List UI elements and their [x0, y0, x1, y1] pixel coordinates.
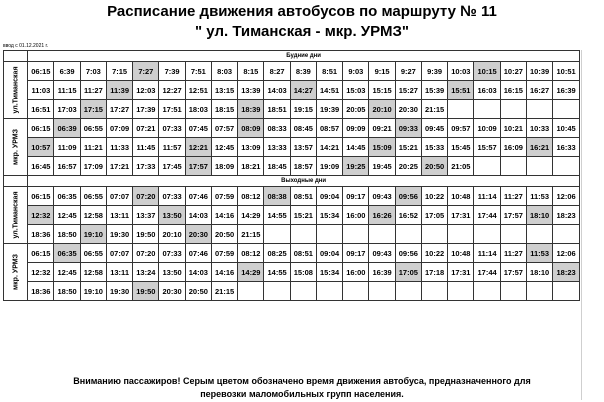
departure-time: 10:27	[500, 62, 526, 81]
time-row	[4, 157, 580, 176]
departure-time: 14:51	[316, 81, 342, 100]
departure-time: 18:23	[553, 206, 580, 225]
departure-time: 09:04	[316, 244, 342, 263]
departure-time: 12:27	[159, 81, 185, 100]
departure-time: 16:52	[395, 206, 421, 225]
departure-time: 17:21	[106, 157, 132, 176]
stop-label: ул.Тиманская	[12, 66, 20, 114]
departure-time	[448, 100, 474, 119]
departure-time: 20:30	[395, 100, 421, 119]
stop-label-cell	[4, 187, 28, 244]
notice-line-1: Вниманию пассажиров! Серым цветом обозначено время движения автобуса, предназначенного для	[73, 376, 531, 386]
departure-time: 19:09	[316, 157, 342, 176]
departure-time: 9:27	[395, 62, 421, 81]
departure-time	[474, 100, 500, 119]
departure-time: 18:50	[54, 225, 80, 244]
departure-time: 13:11	[106, 263, 132, 282]
departure-time	[264, 225, 290, 244]
departure-time: 20:50	[211, 225, 237, 244]
departure-time: 15:15	[369, 81, 395, 100]
time-row	[4, 187, 580, 206]
section-header-blank	[4, 176, 28, 187]
departure-time: 10:22	[421, 187, 447, 206]
departure-time: 12:32	[28, 263, 54, 282]
departure-time: 19:45	[369, 157, 395, 176]
departure-time: 07:09	[106, 119, 132, 138]
departure-time: 07:57	[211, 119, 237, 138]
time-row	[4, 206, 580, 225]
departure-time: 16:57	[54, 157, 80, 176]
departure-time: 16:09	[500, 138, 526, 157]
departure-time: 14:45	[343, 138, 369, 157]
departure-time: 08:25	[264, 244, 290, 263]
departure-time: 18:39	[238, 100, 264, 119]
departure-time: 11:27	[500, 187, 526, 206]
departure-time: 07:21	[133, 119, 159, 138]
departure-time: 09:56	[395, 187, 421, 206]
departure-time	[395, 282, 421, 301]
time-row	[4, 138, 580, 157]
departure-time: 19:30	[106, 282, 132, 301]
departure-time	[553, 100, 580, 119]
departure-time: 07:46	[185, 187, 211, 206]
stop-label: ул.Тиманская	[12, 191, 20, 239]
departure-time: 11:14	[474, 187, 500, 206]
departure-time: 13:37	[133, 206, 159, 225]
departure-time: 10:48	[448, 187, 474, 206]
departure-time: 13:57	[290, 138, 316, 157]
stop-label-cell	[4, 244, 28, 301]
departure-time: 19:50	[133, 225, 159, 244]
departure-time: 15:39	[421, 81, 447, 100]
stop-label: мкр. УРМЗ	[12, 129, 20, 165]
departure-time: 17:18	[421, 263, 447, 282]
departure-time: 10:57	[28, 138, 54, 157]
departure-time: 14:16	[211, 206, 237, 225]
departure-time: 20:30	[185, 225, 211, 244]
departure-time: 12:45	[54, 263, 80, 282]
departure-time: 17:09	[80, 157, 106, 176]
departure-time	[395, 225, 421, 244]
departure-time: 16:26	[369, 206, 395, 225]
departure-time: 18:03	[185, 100, 211, 119]
departure-time	[553, 282, 580, 301]
departure-time	[526, 100, 552, 119]
departure-time: 07:59	[211, 187, 237, 206]
departure-time: 10:51	[553, 62, 580, 81]
departure-time: 12:45	[54, 206, 80, 225]
departure-time: 14:55	[264, 263, 290, 282]
departure-time	[264, 282, 290, 301]
departure-time	[290, 282, 316, 301]
departure-time: 20:10	[159, 225, 185, 244]
departure-time	[500, 225, 526, 244]
departure-time: 13:33	[264, 138, 290, 157]
departure-time: 8:27	[264, 62, 290, 81]
departure-time: 18:36	[28, 282, 54, 301]
departure-time: 7:39	[159, 62, 185, 81]
departure-time: 11:57	[159, 138, 185, 157]
departure-time	[290, 225, 316, 244]
departure-time: 12:06	[553, 187, 580, 206]
departure-time: 8:03	[211, 62, 237, 81]
departure-time: 14:27	[290, 81, 316, 100]
departure-time	[421, 225, 447, 244]
departure-time: 06:15	[28, 62, 54, 81]
departure-time: 06:35	[54, 244, 80, 263]
departure-time	[526, 282, 552, 301]
departure-time: 08:09	[238, 119, 264, 138]
departure-time: 10:22	[421, 244, 447, 263]
departure-time	[343, 282, 369, 301]
departure-time	[448, 282, 474, 301]
departure-time: 15:34	[316, 263, 342, 282]
departure-time: 12:21	[185, 138, 211, 157]
departure-time	[369, 282, 395, 301]
departure-time: 09:43	[369, 187, 395, 206]
departure-time: 13:50	[159, 263, 185, 282]
departure-time: 17:15	[80, 100, 106, 119]
departure-time: 12:32	[28, 206, 54, 225]
time-row	[4, 100, 580, 119]
departure-time: 17:03	[54, 100, 80, 119]
departure-time: 14:21	[316, 138, 342, 157]
departure-time: 16:21	[526, 138, 552, 157]
departure-time: 06:55	[80, 119, 106, 138]
departure-time: 12:51	[185, 81, 211, 100]
departure-time: 13:39	[238, 81, 264, 100]
departure-time: 21:15	[421, 100, 447, 119]
departure-time: 18:50	[54, 282, 80, 301]
departure-time	[526, 225, 552, 244]
departure-time: 18:23	[553, 263, 580, 282]
departure-time: 15:21	[290, 206, 316, 225]
departure-time: 09:21	[369, 119, 395, 138]
departure-time: 10:48	[448, 244, 474, 263]
departure-time: 17:33	[133, 157, 159, 176]
departure-time: 09:45	[421, 119, 447, 138]
departure-time: 20:10	[369, 100, 395, 119]
departure-time: 17:44	[474, 206, 500, 225]
departure-time: 15:51	[448, 81, 474, 100]
departure-time: 9:03	[343, 62, 369, 81]
departure-time: 08:45	[290, 119, 316, 138]
departure-time	[448, 225, 474, 244]
departure-time: 07:46	[185, 244, 211, 263]
departure-time: 16:45	[28, 157, 54, 176]
departure-time	[474, 282, 500, 301]
departure-time: 12:58	[80, 263, 106, 282]
departure-time: 10:03	[448, 62, 474, 81]
departure-time: 14:29	[238, 263, 264, 282]
section-header-blank	[4, 51, 28, 62]
departure-time: 20:30	[159, 282, 185, 301]
departure-time: 18:21	[238, 157, 264, 176]
departure-time: 13:11	[106, 206, 132, 225]
departure-time: 17:05	[421, 206, 447, 225]
departure-time: 07:20	[133, 244, 159, 263]
departure-time: 9:15	[369, 62, 395, 81]
departure-time: 8:39	[290, 62, 316, 81]
departure-time: 09:17	[343, 244, 369, 263]
departure-time: 21:05	[448, 157, 474, 176]
departure-time: 10:09	[474, 119, 500, 138]
departure-time: 14:03	[185, 263, 211, 282]
departure-time: 10:21	[500, 119, 526, 138]
departure-time: 08:12	[238, 187, 264, 206]
departure-time	[553, 225, 580, 244]
departure-time: 11:03	[28, 81, 54, 100]
departure-time: 18:45	[264, 157, 290, 176]
stop-label-cell	[4, 62, 28, 119]
departure-time: 06:55	[80, 187, 106, 206]
departure-time: 13:24	[133, 263, 159, 282]
departure-time: 10:39	[526, 62, 552, 81]
departure-time: 11:09	[54, 138, 80, 157]
departure-time: 11:27	[500, 244, 526, 263]
departure-time: 17:27	[106, 100, 132, 119]
departure-time: 19:50	[133, 282, 159, 301]
departure-time: 07:07	[106, 187, 132, 206]
departure-time: 10:45	[553, 119, 580, 138]
section-label: Выходные дни	[28, 176, 580, 187]
departure-time: 18:51	[264, 100, 290, 119]
departure-time: 15:45	[448, 138, 474, 157]
departure-time	[369, 225, 395, 244]
departure-time: 08:51	[290, 187, 316, 206]
section-header-row	[4, 176, 580, 187]
departure-time: 09:17	[343, 187, 369, 206]
departure-time: 09:09	[343, 119, 369, 138]
departure-time	[316, 225, 342, 244]
time-row	[4, 81, 580, 100]
departure-time: 09:57	[448, 119, 474, 138]
departure-time: 18:15	[211, 100, 237, 119]
departure-time: 14:03	[264, 81, 290, 100]
departure-time: 20:05	[343, 100, 369, 119]
departure-time: 12:45	[211, 138, 237, 157]
departure-time: 11:45	[133, 138, 159, 157]
departure-time: 11:14	[474, 244, 500, 263]
departure-time	[474, 225, 500, 244]
departure-time: 14:03	[185, 206, 211, 225]
departure-time: 12:03	[133, 81, 159, 100]
departure-time: 09:56	[395, 244, 421, 263]
departure-time: 17:57	[500, 263, 526, 282]
time-row	[4, 244, 580, 263]
departure-time: 15:08	[290, 263, 316, 282]
departure-time: 16:33	[553, 138, 580, 157]
right-margin	[581, 50, 604, 400]
stop-label: мкр. УРМЗ	[12, 254, 20, 290]
departure-time: 21:15	[211, 282, 237, 301]
departure-time: 18:09	[211, 157, 237, 176]
stop-label-cell	[4, 119, 28, 176]
departure-time: 19:39	[316, 100, 342, 119]
departure-time: 12:58	[80, 206, 106, 225]
departure-time: 12:06	[553, 244, 580, 263]
departure-time: 15:21	[395, 138, 421, 157]
departure-time: 10:33	[526, 119, 552, 138]
departure-time: 15:27	[395, 81, 421, 100]
departure-time: 17:57	[185, 157, 211, 176]
departure-time	[316, 282, 342, 301]
section-header-row	[4, 51, 580, 62]
departure-time: 07:59	[211, 244, 237, 263]
departure-time: 06:35	[54, 187, 80, 206]
departure-time: 15:09	[369, 138, 395, 157]
departure-time: 17:31	[448, 263, 474, 282]
time-row	[4, 263, 580, 282]
departure-time: 16:51	[28, 100, 54, 119]
departure-time	[553, 157, 580, 176]
time-row	[4, 62, 580, 81]
effective-date: ввод с 01.12.2021 г.	[3, 43, 49, 49]
departure-time: 13:15	[211, 81, 237, 100]
departure-time: 14:29	[238, 206, 264, 225]
departure-time: 11:53	[526, 187, 552, 206]
departure-time	[500, 282, 526, 301]
departure-time: 13:09	[238, 138, 264, 157]
departure-time: 19:15	[290, 100, 316, 119]
departure-time: 18:36	[28, 225, 54, 244]
departure-time	[474, 157, 500, 176]
departure-time: 15:57	[474, 138, 500, 157]
departure-time: 7:27	[133, 62, 159, 81]
departure-time	[500, 100, 526, 119]
departure-time: 19:30	[106, 225, 132, 244]
departure-time: 10:15	[474, 62, 500, 81]
departure-time	[526, 157, 552, 176]
route-name: " ул. Тиманская - мкр. УРМЗ"	[195, 23, 409, 40]
departure-time: 06:15	[28, 187, 54, 206]
departure-time: 16:00	[343, 206, 369, 225]
notice-line-2: перевозки маломобильных групп населения.	[200, 389, 404, 399]
departure-time: 15:34	[316, 206, 342, 225]
departure-time: 21:15	[238, 225, 264, 244]
departure-time: 17:39	[133, 100, 159, 119]
departure-time: 11:27	[80, 81, 106, 100]
departure-time: 17:05	[395, 263, 421, 282]
departure-time	[500, 157, 526, 176]
departure-time: 11:33	[106, 138, 132, 157]
departure-time	[238, 282, 264, 301]
departure-time: 20:50	[421, 157, 447, 176]
departure-time: 16:27	[526, 81, 552, 100]
departure-time	[343, 225, 369, 244]
departure-time: 07:33	[159, 119, 185, 138]
departure-time: 07:33	[159, 187, 185, 206]
departure-time: 19:10	[80, 282, 106, 301]
departure-time: 20:50	[185, 282, 211, 301]
departure-time: 06:15	[28, 119, 54, 138]
departure-time: 09:04	[316, 187, 342, 206]
departure-time: 17:51	[159, 100, 185, 119]
departure-time: 17:31	[448, 206, 474, 225]
departure-time: 8:15	[238, 62, 264, 81]
departure-time: 07:07	[106, 244, 132, 263]
departure-time: 11:15	[54, 81, 80, 100]
departure-time: 08:12	[238, 244, 264, 263]
departure-time: 06:39	[54, 119, 80, 138]
departure-time: 18:10	[526, 206, 552, 225]
departure-time: 17:45	[159, 157, 185, 176]
departure-time: 16:15	[500, 81, 526, 100]
departure-time: 09:33	[395, 119, 421, 138]
departure-time: 18:57	[290, 157, 316, 176]
departure-time	[421, 282, 447, 301]
departure-time: 08:51	[290, 244, 316, 263]
schedule-table	[3, 50, 580, 301]
departure-time: 15:03	[343, 81, 369, 100]
departure-time: 08:33	[264, 119, 290, 138]
departure-time: 14:55	[264, 206, 290, 225]
departure-time: 9:39	[421, 62, 447, 81]
departure-time: 15:33	[421, 138, 447, 157]
departure-time: 7:51	[185, 62, 211, 81]
departure-time: 6:39	[54, 62, 80, 81]
departure-time: 08:57	[316, 119, 342, 138]
departure-time: 7:03	[80, 62, 106, 81]
departure-time: 16:39	[369, 263, 395, 282]
departure-time: 14:16	[211, 263, 237, 282]
departure-time: 08:38	[264, 187, 290, 206]
departure-time: 11:39	[106, 81, 132, 100]
departure-time: 19:10	[80, 225, 106, 244]
departure-time: 17:57	[500, 206, 526, 225]
departure-time: 07:33	[159, 244, 185, 263]
departure-time: 16:03	[474, 81, 500, 100]
departure-time: 16:39	[553, 81, 580, 100]
time-row	[4, 282, 580, 301]
departure-time: 06:15	[28, 244, 54, 263]
departure-time: 09:43	[369, 244, 395, 263]
departure-time: 16:00	[343, 263, 369, 282]
departure-time: 07:20	[133, 187, 159, 206]
departure-time: 07:45	[185, 119, 211, 138]
schedule-title: Расписание движения автобусов по маршруту № 11	[107, 3, 497, 20]
departure-time: 8:51	[316, 62, 342, 81]
section-label: Будние дни	[28, 51, 580, 62]
departure-time: 06:55	[80, 244, 106, 263]
departure-time: 7:15	[106, 62, 132, 81]
time-row	[4, 225, 580, 244]
departure-time: 17:44	[474, 263, 500, 282]
departure-time: 20:25	[395, 157, 421, 176]
departure-time: 11:53	[526, 244, 552, 263]
departure-time: 11:21	[80, 138, 106, 157]
departure-time: 19:25	[343, 157, 369, 176]
departure-time: 13:50	[159, 206, 185, 225]
departure-time: 18:10	[526, 263, 552, 282]
time-row	[4, 119, 580, 138]
